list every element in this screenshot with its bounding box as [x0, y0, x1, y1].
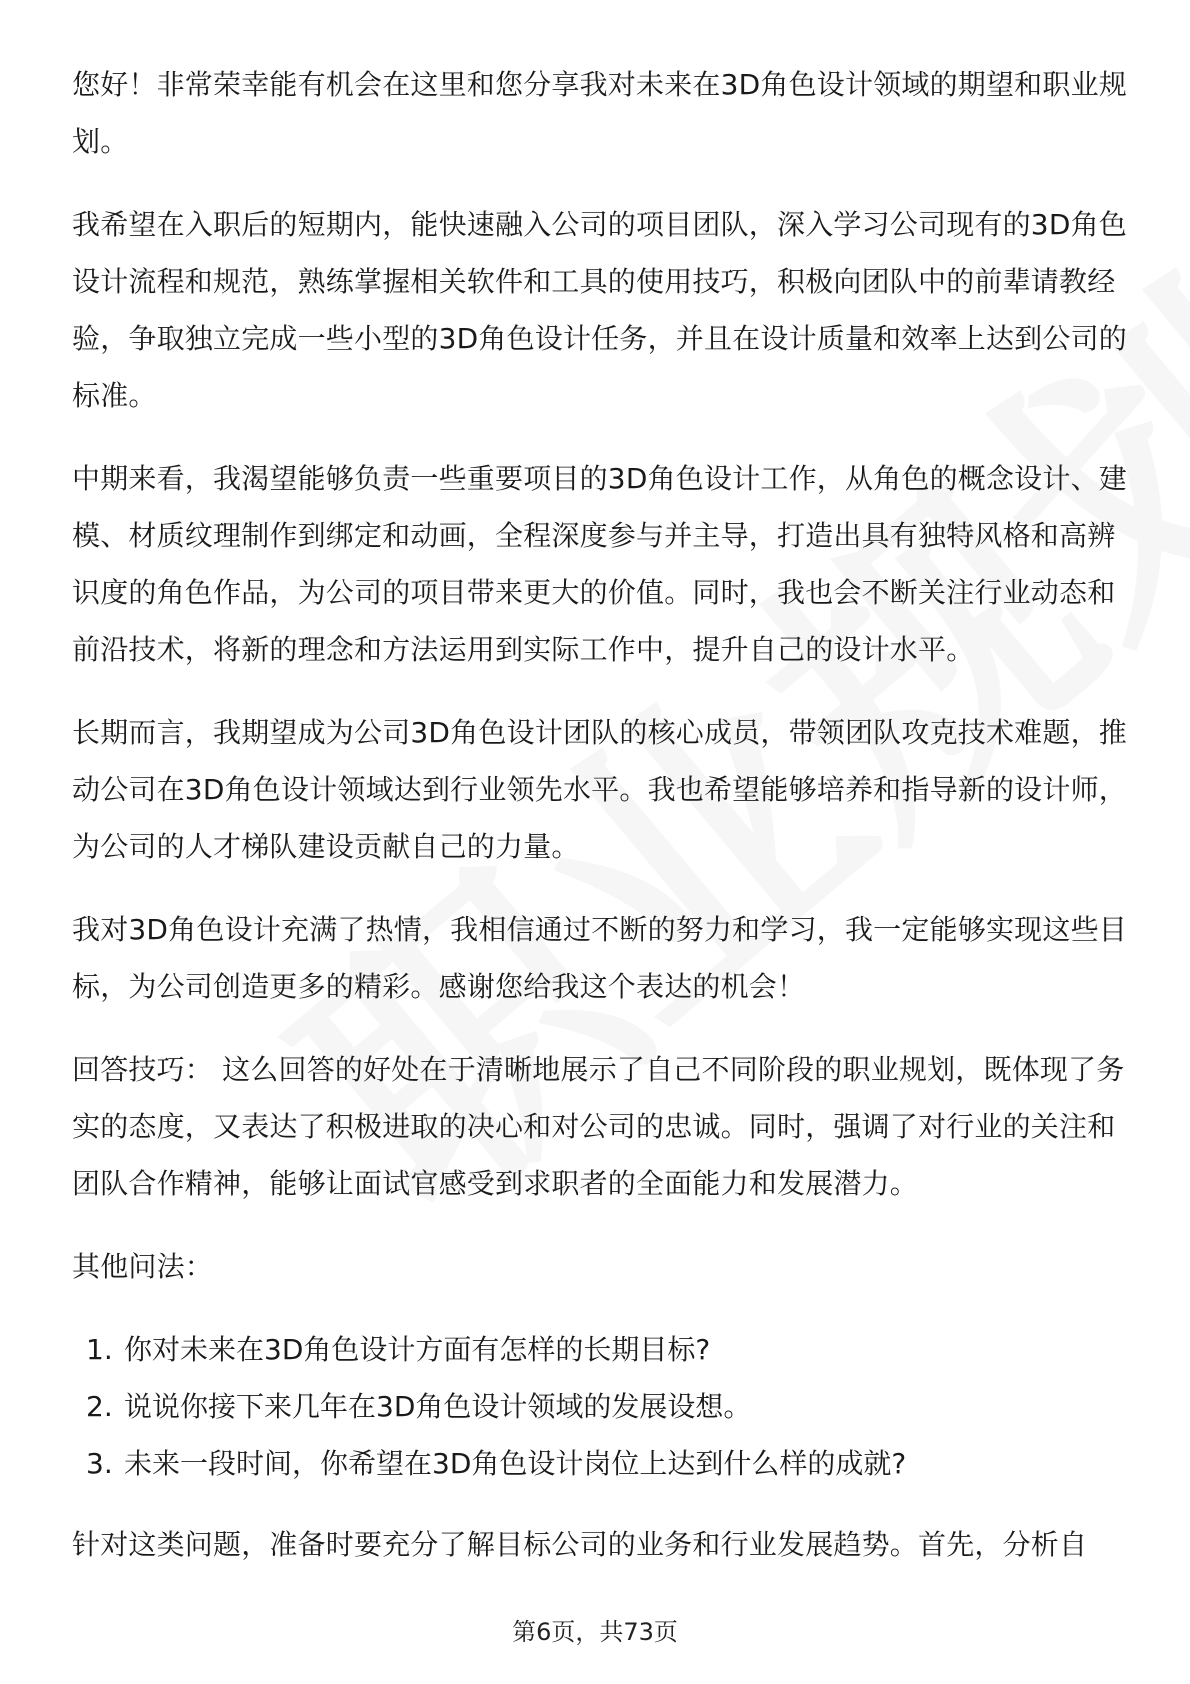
list-item-number: 1.	[86, 1333, 113, 1366]
paragraph-closing: 针对这类问题，准备时要充分了解目标公司的业务和行业发展趋势。首先，分析自	[72, 1528, 1088, 1561]
paragraph-conclusion: 我对3D角色设计充满了热情，我相信通过不断的努力和学习，我一定能够实现这些目标，为公司创造更多的精彩。感谢您给我这个表达的机会！	[72, 913, 1127, 1003]
paragraph-long-term: 长期而言，我期望成为公司3D角色设计团队的核心成员，带领团队攻克技术难题，推动公司在3D角色设计领域达到行业领先水平。我也希望能够培养和指导新的设计师，为公司的人才梯队建设贡献自己的力量。	[72, 716, 1127, 863]
page-number-footer: 第6页，共73页	[512, 1618, 678, 1646]
list-item-number: 2.	[86, 1390, 113, 1423]
other-questions-list	[72, 1321, 1132, 1492]
list-item	[72, 1435, 1132, 1492]
list-item	[72, 1321, 1132, 1378]
paragraph-answer-tips: 回答技巧： 这么回答的好处在于清晰地展示了自己不同阶段的职业规划，既体现了务实的态度，又表达了积极进取的决心和对公司的忠诚。同时，强调了对行业的关注和团队合作精神，能够让面试官感受到求职者的全面能力和发展潜力。	[72, 1053, 1125, 1200]
list-item-text: 说说你接下来几年在3D角色设计领域的发展设想。	[124, 1390, 752, 1423]
list-item-number: 3.	[86, 1447, 113, 1480]
paragraph-mid-term: 中期来看，我渴望能够负责一些重要项目的3D角色设计工作，从角色的概念设计、建模、材质纹理制作到绑定和动画，全程深度参与并主导，打造出具有独特风格和高辨识度的角色作品，为公司的项目带来更大的价值。同时，我也会不断关注行业动态和前沿技术，将新的理念和方法运用到实际工作中，提升自己的设计水平。	[72, 462, 1127, 666]
list-item-text: 你对未来在3D角色设计方面有怎样的长期目标?	[124, 1333, 711, 1366]
list-item	[72, 1378, 1132, 1435]
paragraph-short-term: 我希望在入职后的短期内，能快速融入公司的项目团队，深入学习公司现有的3D角色设计流程和规范，熟练掌握相关软件和工具的使用技巧，积极向团队中的前辈请教经验，争取独立完成一些小型的3D角色设计任务，并且在设计质量和效率上达到公司的标准。	[72, 208, 1127, 412]
list-item-text: 未来一段时间，你希望在3D角色设计岗位上达到什么样的成就?	[124, 1447, 907, 1480]
paragraph-greeting: 您好！非常荣幸能有机会在这里和您分享我对未来在3D角色设计领域的期望和职业规划。	[72, 68, 1127, 158]
paragraph-other-questions-heading: 其他问法：	[72, 1250, 214, 1283]
document-body	[72, 56, 1132, 1599]
